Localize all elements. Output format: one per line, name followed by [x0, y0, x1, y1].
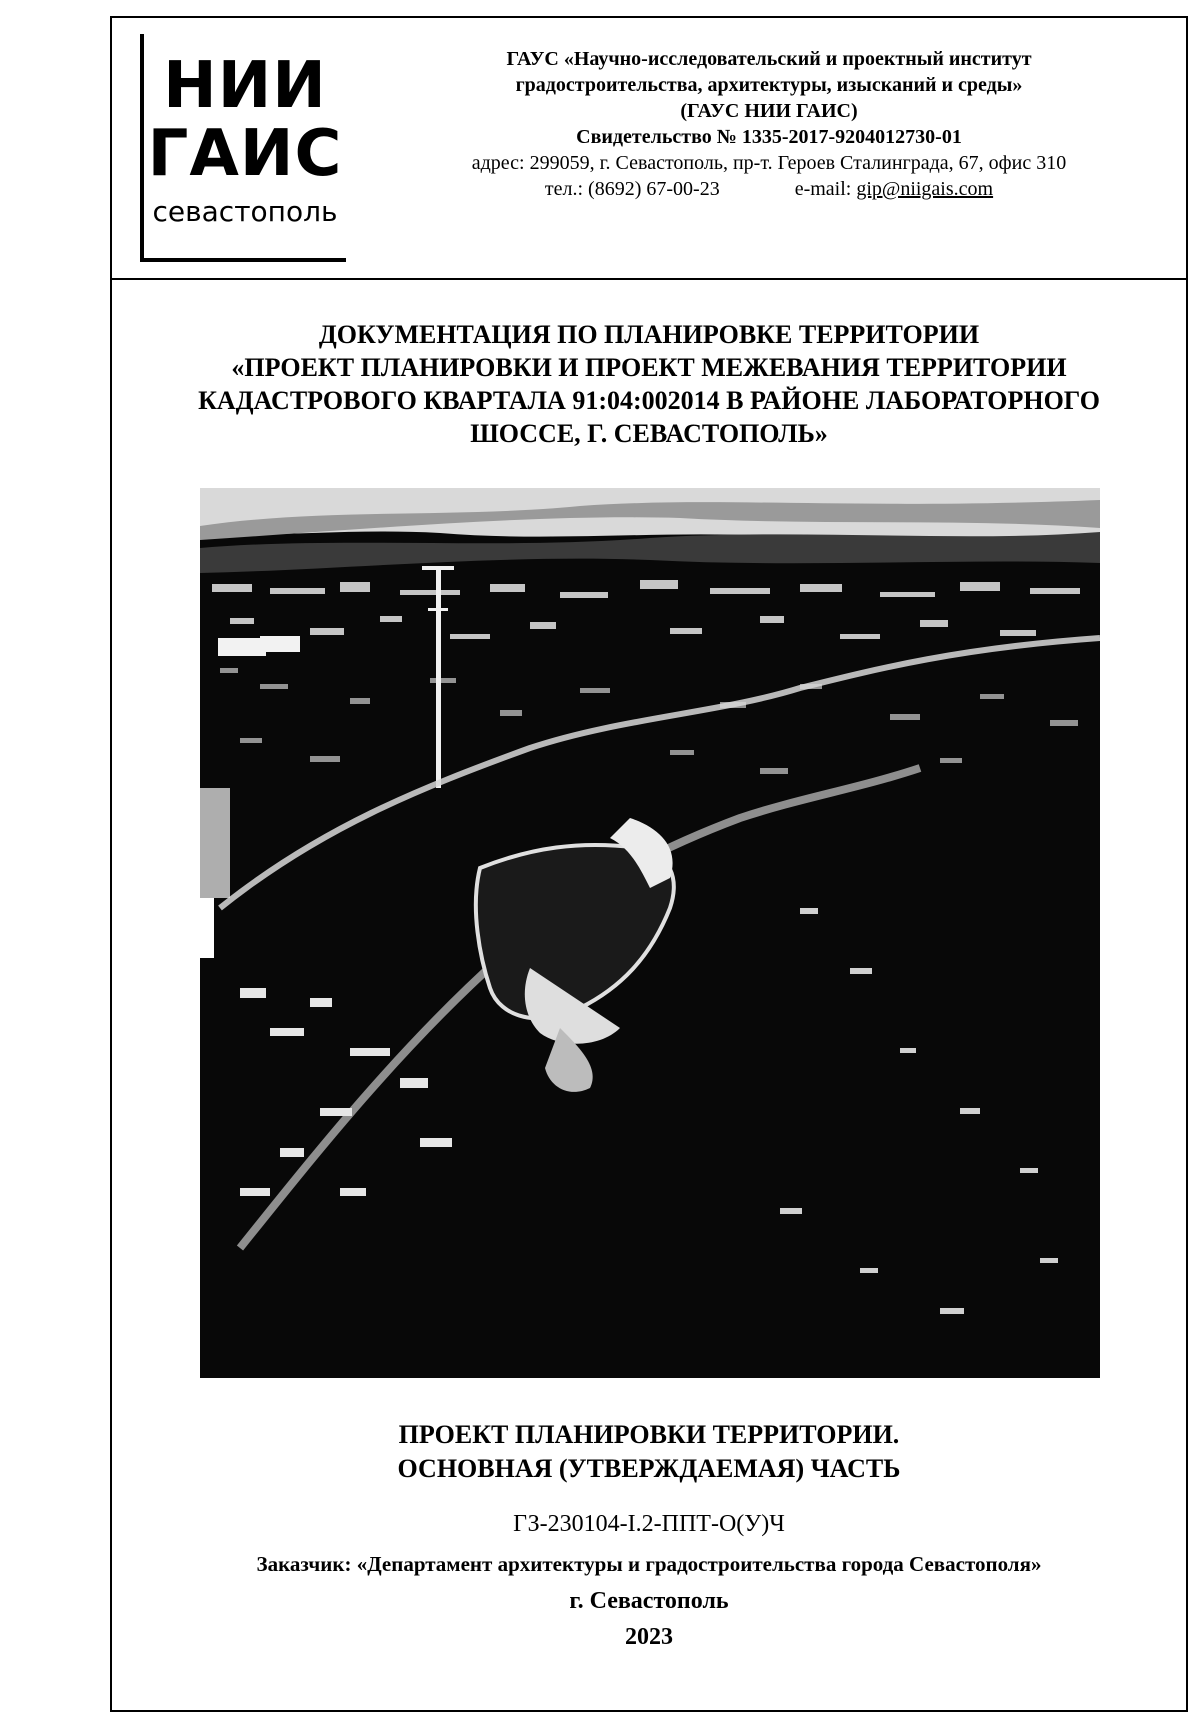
- document-part: [112, 1418, 1186, 1486]
- org-email-block: [795, 176, 993, 202]
- organization-info: [374, 46, 1164, 202]
- header-block: [112, 18, 1186, 280]
- org-certificate: Свидетельство № 1335-2017-9204012730-01: [576, 126, 962, 148]
- org-address: адрес: 299059, г. Севастополь, пр-т. Героев Сталинграда, 67, офис 310: [471, 152, 1067, 174]
- part-line-1: ПРОЕКТ ПЛАНИРОВКИ ТЕРРИТОРИИ.: [398, 1420, 900, 1449]
- document-city: г. Севастополь: [569, 1588, 729, 1614]
- title-line-3: КАДАСТРОВОГО КВАРТАЛА 91:04:002014 В РАЙОНЕ ЛАБОРАТОРНОГО: [198, 386, 1100, 415]
- document-code: ГЗ-230104-I.2-ППТ-О(У)Ч: [513, 1511, 785, 1537]
- aerial-photo: [200, 488, 1100, 1378]
- logo-text-city: севастополь: [152, 195, 338, 228]
- logo-corner-mark: [140, 34, 144, 54]
- logo-text-gais: ГАИС: [147, 117, 343, 191]
- title-line-2: «ПРОЕКТ ПЛАНИРОВКИ И ПРОЕКТ МЕЖЕВАНИЯ ТЕРРИТОРИИ: [231, 353, 1067, 382]
- document-title: [112, 318, 1186, 450]
- document-year: 2023: [625, 1624, 673, 1650]
- org-contacts: [374, 176, 1164, 202]
- org-short-name: (ГАУС НИИ ГАИС): [680, 100, 858, 122]
- org-name-line2: градостроительства, архитектуры, изысканий и среды»: [515, 74, 1023, 96]
- org-email-label: e-mail:: [794, 178, 852, 200]
- org-phone: тел.: (8692) 67-00-23: [544, 178, 720, 200]
- org-name-line1: ГАУС «Научно-исследовательский и проектный институт: [506, 48, 1032, 70]
- org-email-link[interactable]: gip@niigais.com: [856, 178, 994, 200]
- title-line-4: ШОССЕ, Г. СЕВАСТОПОЛЬ»: [470, 419, 828, 448]
- title-line-1: ДОКУМЕНТАЦИЯ ПО ПЛАНИРОВКЕ ТЕРРИТОРИИ: [318, 320, 980, 349]
- customer-line: Заказчик: «Департамент архитектуры и градостроительства города Севастополя»: [256, 1552, 1042, 1576]
- page-frame: [110, 16, 1188, 1712]
- niigais-logo: [140, 38, 346, 262]
- logo-text-nii: НИИ: [163, 49, 327, 123]
- part-line-2: ОСНОВНАЯ (УТВЕРЖДАЕМАЯ) ЧАСТЬ: [397, 1454, 901, 1483]
